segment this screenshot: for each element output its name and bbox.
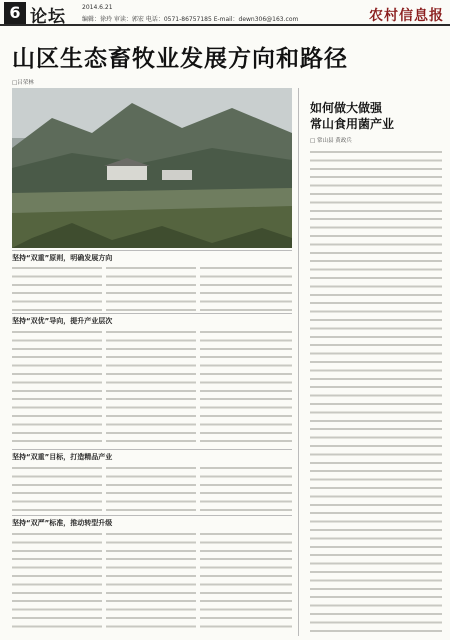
landscape-photo xyxy=(12,88,292,248)
column-divider xyxy=(298,88,299,636)
sidebar-body-text xyxy=(310,148,442,634)
body-text xyxy=(12,328,102,448)
body-text xyxy=(200,464,292,514)
body-text xyxy=(200,530,292,634)
editor-contact: 编辑：徐玲 审读：郭宏 电话：0571-86757185 E-mail：dewn306@163.com xyxy=(82,16,299,23)
sidebar-title xyxy=(310,100,394,132)
sidebar-title-line2: 常山食用菌产业 xyxy=(310,117,395,131)
subhead-1: 坚持“双重”原则，明确发展方向 xyxy=(12,254,113,262)
body-text xyxy=(106,264,196,312)
issue-date: 2014.6.21 xyxy=(82,4,113,11)
subhead-2: 坚持“双优”导向，提升产业层次 xyxy=(12,317,113,325)
sidebar-title-line1: 如何做大做强 xyxy=(310,101,383,115)
page-number: 6 xyxy=(4,2,26,24)
section-rule xyxy=(12,250,292,251)
sidebar-byline: □ 常山县 黄政兵 xyxy=(310,138,352,144)
section-rule xyxy=(12,449,292,450)
body-text xyxy=(106,328,196,448)
body-text xyxy=(200,264,292,312)
body-text xyxy=(12,264,102,312)
body-text xyxy=(200,328,292,448)
main-headline: 山区生态畜牧业发展方向和路径 xyxy=(12,46,348,72)
section-rule xyxy=(12,515,292,516)
body-text xyxy=(106,464,196,514)
paper-name: 农村信息报 xyxy=(369,8,444,24)
section-name: 论坛 xyxy=(30,7,66,27)
body-text xyxy=(106,530,196,634)
section-rule xyxy=(12,313,292,314)
body-text xyxy=(12,530,102,634)
main-byline: □吕荣林 xyxy=(12,80,34,86)
masthead xyxy=(0,0,450,26)
body-text xyxy=(12,464,102,514)
subhead-4: 坚持“双严”标准，推动转型升级 xyxy=(12,519,113,527)
subhead-3: 坚持“双重”目标，打造精品产业 xyxy=(12,453,113,461)
